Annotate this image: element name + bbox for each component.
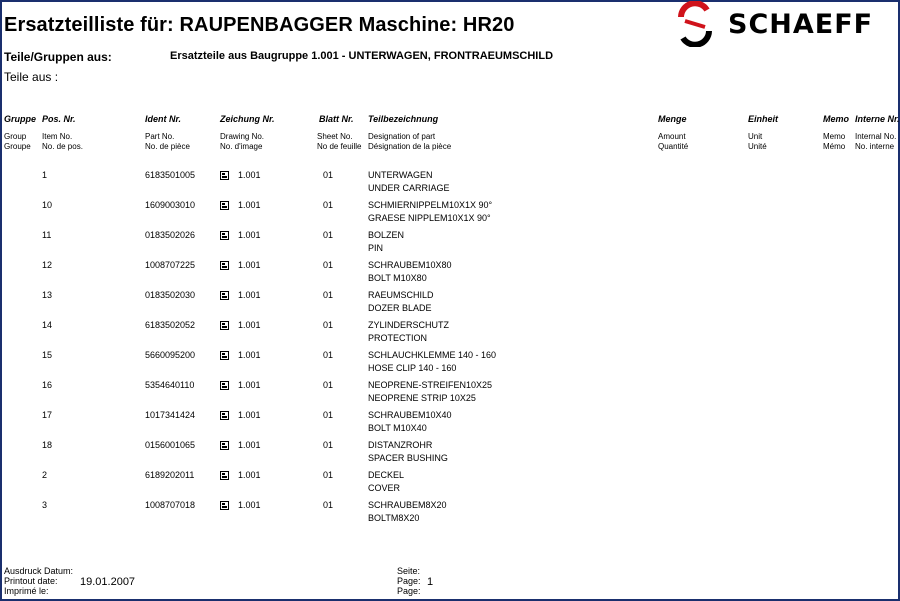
sheet-number: 01 — [323, 440, 334, 450]
ident-number[interactable]: 1609003010 — [145, 200, 196, 210]
table-row — [0, 380, 896, 410]
drawing-image-icon[interactable] — [220, 321, 229, 330]
drawing-number[interactable]: 1.001 — [238, 350, 261, 360]
sheet-number: 01 — [323, 260, 334, 270]
drawing-number[interactable]: 1.001 — [238, 440, 261, 450]
drawing-number[interactable]: 1.001 — [238, 290, 261, 300]
designation-en: BOLT M10X40 — [368, 423, 427, 433]
drawing-image-icon[interactable] — [220, 501, 229, 510]
designation-en: BOLT M10X80 — [368, 273, 427, 283]
ident-number[interactable]: 1008707225 — [145, 260, 196, 270]
col-ident-sub: Part No. No. de pièce — [145, 132, 190, 151]
sheet-number: 01 — [323, 200, 334, 210]
pos-number: 15 — [42, 350, 53, 360]
designation-de: SCHLAUCHKLEMME 140 - 160 — [368, 350, 497, 360]
col-ident-header: Ident Nr. — [145, 114, 182, 124]
footer-page-labels: Seite: Page: Page: — [397, 566, 421, 596]
col-internal-header: Interne Nr. — [855, 114, 900, 124]
designation-de: DISTANZROHR — [368, 440, 433, 450]
designation-de: ZYLINDERSCHUTZ — [368, 320, 450, 330]
col-qty-header: Menge — [658, 114, 687, 124]
ident-number[interactable]: 1008707018 — [145, 500, 196, 510]
col-group-sub: Group Groupe — [4, 132, 31, 151]
ident-number[interactable]: 6189202011 — [145, 470, 195, 480]
col-internal-sub: Internal No. No. interne — [855, 132, 897, 151]
table-row — [0, 230, 896, 260]
pos-number: 1 — [42, 170, 48, 180]
pos-number: 10 — [42, 200, 53, 210]
col-pos-sub: Item No. No. de pos. — [42, 132, 83, 151]
col-group-header: Gruppe — [4, 114, 37, 124]
designation-en: GRAESE NIPPLEM10X1X 90° — [368, 213, 491, 223]
drawing-image-icon[interactable] — [220, 201, 229, 210]
col-qty-sub: Amount Quantité — [658, 132, 689, 151]
col-desc-sub: Designation of part Désignation de la pièce — [368, 132, 452, 151]
pos-number: 14 — [42, 320, 53, 330]
drawing-image-icon[interactable] — [220, 441, 229, 450]
groups-label: Teile/Gruppen aus: — [4, 50, 112, 64]
col-drawing-sub: Drawing No. No. d'image — [220, 132, 265, 151]
table-row — [0, 200, 896, 230]
designation-en: DOZER BLADE — [368, 303, 432, 313]
ident-number[interactable]: 6183502052 — [145, 320, 196, 330]
designation-de: UNTERWAGEN — [368, 170, 433, 180]
drawing-image-icon[interactable] — [220, 231, 229, 240]
drawing-image-icon[interactable] — [220, 171, 229, 180]
designation-de: NEOPRENE-STREIFEN10X25 — [368, 380, 493, 390]
table-row — [0, 500, 896, 530]
col-memo-header: Memo — [823, 114, 850, 124]
table-row — [0, 260, 896, 290]
pos-number: 11 — [42, 230, 52, 240]
pos-number: 18 — [42, 440, 53, 450]
pos-number: 13 — [42, 290, 53, 300]
designation-en: PIN — [368, 243, 384, 253]
col-unit-header: Einheit — [748, 114, 779, 124]
drawing-number[interactable]: 1.001 — [238, 500, 261, 510]
page-title: Ersatzteilliste für: RAUPENBAGGER Maschine: HR20 — [4, 14, 515, 36]
ident-number[interactable]: 6183501005 — [145, 170, 196, 180]
designation-en: HOSE CLIP 140 - 160 — [368, 363, 457, 373]
pos-number: 12 — [42, 260, 53, 270]
sheet-number: 01 — [323, 320, 334, 330]
drawing-image-icon[interactable] — [220, 351, 229, 360]
col-memo-sub: Memo Mémo — [823, 132, 846, 151]
table-row — [0, 440, 896, 470]
ident-number[interactable]: 0156001065 — [145, 440, 196, 450]
sheet-number: 01 — [323, 500, 334, 510]
designation-de: SCHRAUBEM10X80 — [368, 260, 452, 270]
table-row — [0, 470, 896, 500]
sheet-number: 01 — [323, 170, 334, 180]
table-row — [0, 350, 896, 380]
col-sheet-sub: Sheet No. No de feuille — [317, 132, 362, 151]
drawing-number[interactable]: 1.001 — [238, 260, 261, 270]
table-row — [0, 290, 896, 320]
pos-number: 17 — [42, 410, 53, 420]
drawing-number[interactable]: 1.001 — [238, 380, 261, 390]
drawing-image-icon[interactable] — [220, 411, 229, 420]
designation-en: UNDER CARRIAGE — [368, 183, 450, 193]
sheet-number: 01 — [323, 470, 334, 480]
brand-name: SCHAEFF — [728, 9, 874, 40]
table-row — [0, 410, 896, 440]
ident-number[interactable]: 0183502030 — [145, 290, 196, 300]
sheet-number: 01 — [323, 290, 334, 300]
table-row — [0, 170, 896, 200]
col-desc-header: Teilbezeichnung — [368, 114, 439, 124]
col-sheet-header: Blatt Nr. — [319, 114, 354, 124]
drawing-number[interactable]: 1.001 — [238, 410, 261, 420]
col-drawing-header: Zeichung Nr. — [220, 114, 275, 124]
pos-number: 2 — [42, 470, 48, 480]
sheet-number: 01 — [323, 230, 334, 240]
designation-de: RAEUMSCHILD — [368, 290, 434, 300]
designation-en: SPACER BUSHING — [368, 453, 448, 463]
designation-en: BOLTM8X20 — [368, 513, 420, 523]
sheet-number: 01 — [323, 410, 334, 420]
sheet-number: 01 — [323, 380, 334, 390]
designation-de: SCHMIERNIPPELM10X1X 90° — [368, 200, 493, 210]
parts-from-label: Teile aus : — [4, 70, 59, 84]
ident-number[interactable]: 0183502026 — [145, 230, 196, 240]
footer-date-labels: Ausdruck Datum: Printout date: Imprimé le: — [4, 566, 74, 596]
sheet-number: 01 — [323, 350, 334, 360]
logo-mark-icon — [672, 1, 718, 47]
drawing-number[interactable]: 1.001 — [238, 200, 261, 210]
groups-value: Ersatzteile aus Baugruppe 1.001 - UNTERWAGEN, FRONTRAEUMSCHILD — [170, 50, 554, 62]
table-row — [0, 320, 896, 350]
designation-de: DECKEL — [368, 470, 405, 480]
drawing-image-icon[interactable] — [220, 471, 229, 480]
drawing-number[interactable]: 1.001 — [238, 320, 261, 330]
designation-de: BOLZEN — [368, 230, 405, 240]
col-pos-header: Pos. Nr. — [42, 114, 76, 124]
drawing-number[interactable]: 1.001 — [238, 170, 261, 180]
designation-en: COVER — [368, 483, 401, 493]
drawing-number[interactable]: 1.001 — [238, 230, 261, 240]
drawing-image-icon[interactable] — [220, 381, 229, 390]
ident-number[interactable]: 1017341424 — [145, 410, 196, 420]
designation-de: SCHRAUBEM10X40 — [368, 410, 452, 420]
schaeff-logo — [672, 1, 882, 47]
page-number: 1 — [427, 576, 434, 588]
designation-en: NEOPRENE STRIP 10X25 — [368, 393, 476, 403]
ident-number[interactable]: 5660095200 — [145, 350, 196, 360]
printout-date: 19.01.2007 — [80, 576, 136, 588]
pos-number: 3 — [42, 500, 48, 510]
drawing-number[interactable]: 1.001 — [238, 470, 261, 480]
ident-number[interactable]: 5354640110 — [145, 380, 195, 390]
pos-number: 16 — [42, 380, 53, 390]
col-unit-sub: Unit Unité — [748, 132, 767, 151]
designation-en: PROTECTION — [368, 333, 428, 343]
drawing-image-icon[interactable] — [220, 291, 229, 300]
designation-de: SCHRAUBEM8X20 — [368, 500, 447, 510]
drawing-image-icon[interactable] — [220, 261, 229, 270]
